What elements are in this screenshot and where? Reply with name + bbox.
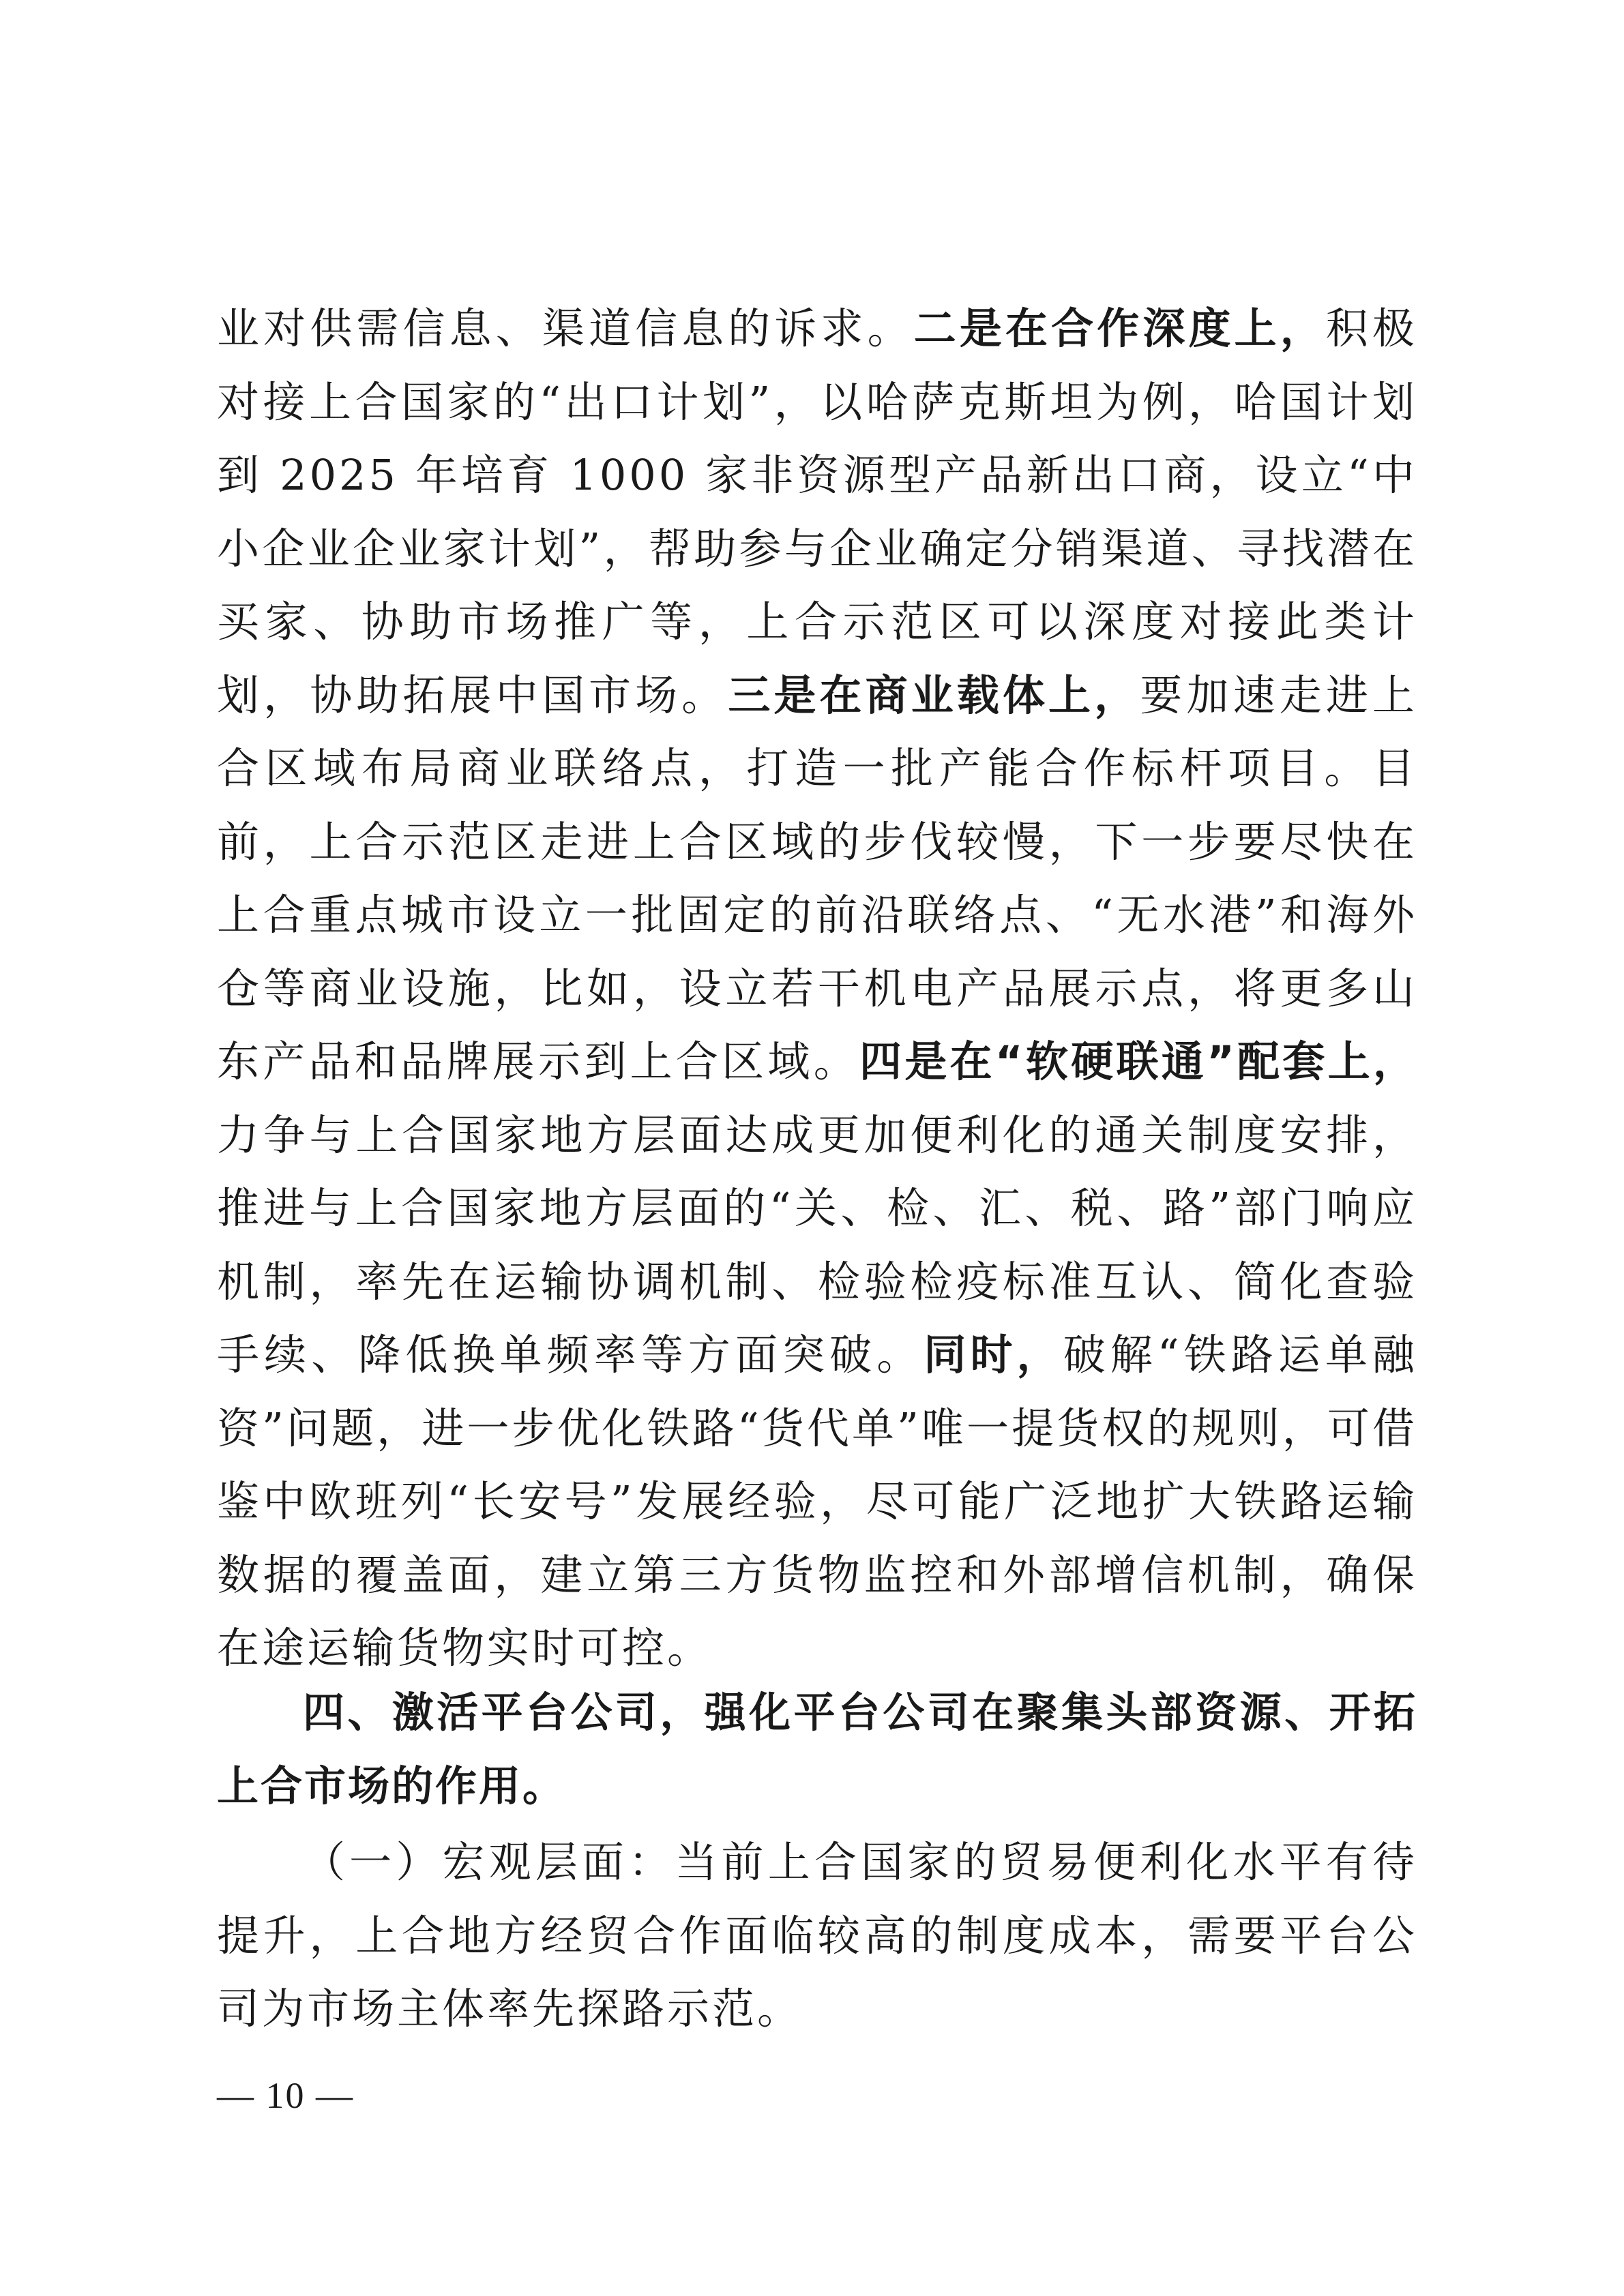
- body-paragraph: [217, 292, 1417, 1685]
- paragraph-text-3: 要加速走进上合区域布局商业联络点，打造一批产能合作标杆项目。目前，上合示范区走进上合区域的步伐较慢，下一步要尽快在上合重点城市设立一批固定的前沿联络点、“无水港”和海外仓等商业设施，比如，设立若干机电产品展示点，将更多山东产品和品牌展示到上合区域。: [217, 670, 1417, 1086]
- page-number: — 10 —: [217, 2075, 354, 2116]
- bold-lead-second: 二是在合作深度上，: [913, 303, 1326, 353]
- paragraph-text-5: 破解“铁路运单融资”问题，进一步优化铁路“货代单”唯一提货权的规则，可借鉴中欧班列“长安号”发展经验，尽可能广泛地扩大铁路运输数据的覆盖面，建立第三方货物监控和外部增信机制，确保在途运输货物实时可控。: [217, 1330, 1417, 1673]
- bold-lead-meanwhile: 同时，: [924, 1330, 1063, 1380]
- paragraph-text-4: 力争与上合国家地方层面达成更加便利化的通关制度安排，推进与上合国家地方层面的“关、检、汇、税、路”部门响应机制，率先在运输协调机制、检验检疫标准互认、简化查验手续、降低换单频率等方面突破。: [217, 1109, 1417, 1380]
- sub-section-paragraph: （一）宏观层面：当前上合国家的贸易便利化水平有待提升，上合地方经贸合作面临较高的制度成本，需要平台公司为市场主体率先探路示范。: [217, 1837, 1417, 2033]
- bold-lead-fourth: 四是在“软硬联通”配套上，: [859, 1037, 1417, 1086]
- bold-lead-third: 三是在商业载体上，: [728, 670, 1140, 720]
- paragraph-text-2: 积极对接上合国家的“出口计划”，以哈萨克斯坦为例，哈国计划到 2025 年培育 1000 家非资源型产品新出口商，设立“中小企业企业家计划”，帮助参与企业确定分销渠道、寻找潜在买家、协助市场推广等，上合示范区可以深度对接此类计划，协助拓展中国市场。: [217, 303, 1417, 720]
- section-heading: 四、激活平台公司，强化平台公司在聚集头部资源、开拓上合市场的作用。: [217, 1688, 1417, 1810]
- paragraph-text-1: 业对供需信息、渠道信息的诉求。: [217, 303, 914, 353]
